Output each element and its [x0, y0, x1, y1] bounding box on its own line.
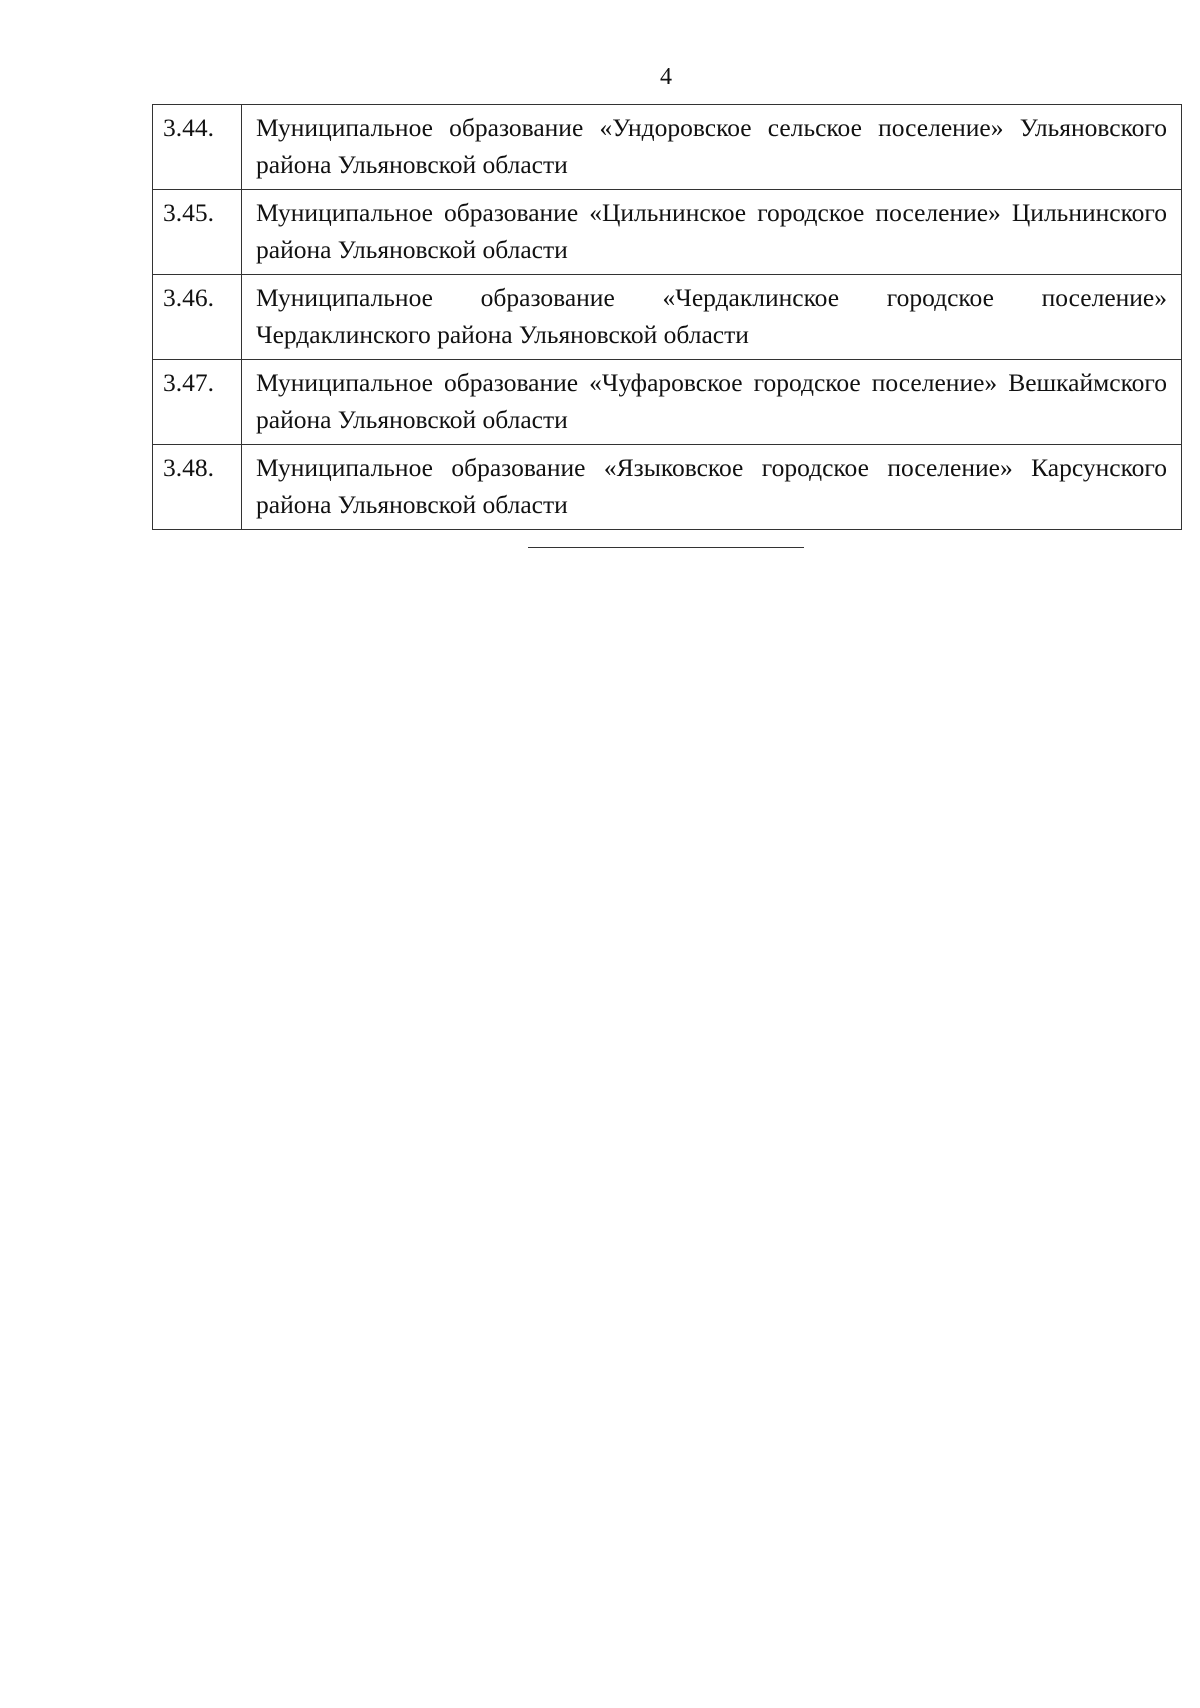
- row-text: Муниципальное образование «Ундоровское сельское поселение» Ульяновского района Ульяновской области: [242, 105, 1182, 190]
- page-number: 4: [660, 64, 672, 90]
- row-number: 3.44.: [153, 105, 242, 190]
- row-text: Муниципальное образование «Языковское городское поселение» Карсунского района Ульяновской области: [242, 445, 1182, 530]
- table-row: [153, 190, 1182, 275]
- row-number: 3.45.: [153, 190, 242, 275]
- row-text: Муниципальное образование «Цильнинское городское поселение» Цильнинского района Ульяновской области: [242, 190, 1182, 275]
- table-row: [153, 105, 1182, 190]
- row-text: Муниципальное образование «Чердаклинское городское поселение» Чердаклинского района Ульяновской области: [242, 275, 1182, 360]
- table-row: [153, 360, 1182, 445]
- row-text: Муниципальное образование «Чуфаровское городское поселение» Вешкаймского района Ульяновской области: [242, 360, 1182, 445]
- row-number: 3.48.: [153, 445, 242, 530]
- table-row: [153, 275, 1182, 360]
- row-number: 3.47.: [153, 360, 242, 445]
- row-number: 3.46.: [153, 275, 242, 360]
- end-separator-line: [528, 547, 804, 548]
- table-row: [153, 445, 1182, 530]
- municipality-table: [152, 104, 1182, 530]
